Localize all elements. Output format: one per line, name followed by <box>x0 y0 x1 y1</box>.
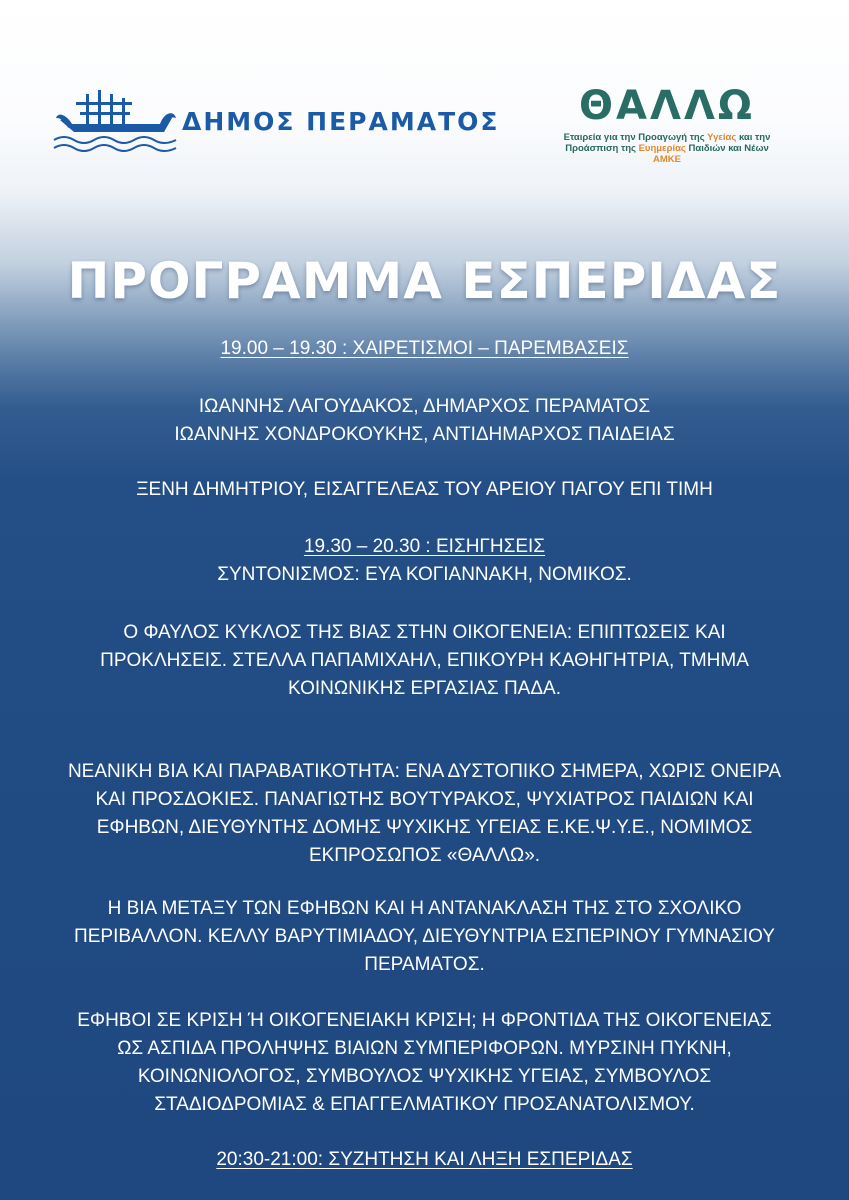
talk-4: ΕΦΗΒΟΙ ΣΕ ΚΡΙΣΗ Ή ΟΙΚΟΓΕΝΕΙΑΚΗ ΚΡΙΣΗ; Η ΦΡΟΝΤΙΔΑ ΤΗΣ ΟΙΚΟΓΕΝΕΙΑΣ ΩΣ ΑΣΠΙΔΑ ΠΡΟΛΗΨΗΣ ΒΙΑΙΩΝ ΣΥΜΠΕΡΙΦΟΡΩΝ. ΜΥΡΣΙΝΗ ΠΥΚΝΗ, ΚΟΙΝΩΝΙΟΛΟΓΟΣ, ΣΥΜΒΟΥΛΟΣ ΨΥΧΙΚΗΣ ΥΓΕΙΑΣ, ΣΥΜΒΟΥΛΟΣ ΣΤΑΔΙΟΔΡΟΜΙΑΣ & ΕΠΑΓΓΕΛΜΑΤΙΚΟΥ ΠΡΟΣΑΝΑΤΟΛΙΣΜΟΥ. <box>77 1010 772 1115</box>
thallo-tagline <box>552 132 782 165</box>
talk-3: Η ΒΙΑ ΜΕΤΑΞΥ ΤΩΝ ΕΦΗΒΩΝ ΚΑΙ Η ΑΝΤΑΝΑΚΛΑΣΗ ΤΗΣ ΣΤΟ ΣΧΟΛΙΚΟ ΠΕΡΙΒΑΛΛΟΝ. ΚΕΛΛΥ ΒΑΡΥΤΙΜΙΑΔΟΥ, ΔΙΕΥΘΥΝΤΡΙΑ ΕΣΠΕΡΙΝΟΥ ΓΥΜΝΑΣΙΟΥ ΠΕΡΑΜΑΤΟΣ. <box>74 898 775 975</box>
thallo-tagline-line1: Εταιρεία για την Προαγωγή της Υγείας και την <box>563 132 771 143</box>
thallo-wordmark: ΘΑΛΛΩ <box>579 83 755 129</box>
dimos-perama-logo <box>52 88 532 158</box>
thallo-tagline-line3: ΑΜΚΕ <box>653 154 681 165</box>
section-greetings-time: 19.00 – 19.30 : ΧΑΙΡΕΤΙΣΜΟΙ – ΠΑΡΕΜΒΑΣΕΙΣ <box>220 338 629 359</box>
ancient-ship-icon <box>52 88 180 154</box>
page-title: ΠΡΟΓΡΑΜΜΑ ΕΣΠΕΡΙΔΑΣ <box>67 252 782 310</box>
honorary-guest: ΞΕΝΗ ΔΗΜΗΤΡΙΟΥ, ΕΙΣΑΓΓΕΛΕΑΣ ΤΟΥ ΑΡΕΙΟΥ ΠΑΓΟΥ ΕΠΙ ΤΙΜΗ <box>136 479 713 500</box>
dimos-name: ΔΗΜΟΣ ΠΕΡΑΜΑΤΟΣ <box>182 107 500 136</box>
thallo-logo <box>552 84 782 174</box>
section-talks-header: 19.30 – 20.30 : ΕΙΣΗΓΗΣΕΙΣ ΣΥΝΤΟΝΙΣΜΟΣ: ΕΥΑ ΚΟΓΙΑΝΝΑΚΗ, ΝΟΜΙΚΟΣ. <box>217 536 632 585</box>
section-greetings-speakers: ΙΩΑΝΝΗΣ ΛΑΓΟΥΔΑΚΟΣ, ΔΗΜΑΡΧΟΣ ΠΕΡΑΜΑΤΟΣ ΙΩΑΝΝΗΣ ΧΟΝΔΡΟΚΟΥΚΗΣ, ΑΝΤΙΔΗΜΑΡΧΟΣ ΠΑΙΔΕΙΑΣ <box>174 396 675 445</box>
talk-2: ΝΕΑΝΙΚΗ ΒΙΑ ΚΑΙ ΠΑΡΑΒΑΤΙΚΟΤΗΤΑ: ΕΝΑ ΔΥΣΤΟΠΙΚΟ ΣΗΜΕΡΑ, ΧΩΡΙΣ ΟΝΕΙΡΑ ΚΑΙ ΠΡΟΣΔΟΚΙΕΣ. ΠΑΝΑΓΙΩΤΗΣ ΒΟΥΤΥΡΑΚΟΣ, ΨΥΧΙΑΤΡΟΣ ΠΑΙΔΙΩΝ ΚΑΙ ΕΦΗΒΩΝ, ΔΙΕΥΘΥΝΤΗΣ ΔΟΜΗΣ ΨΥΧΙΚΗΣ ΥΓΕΙΑΣ Ε.ΚΕ.Ψ.Υ.Ε., ΝΟΜΙΜΟΣ ΕΚΠΡΟΣΩΠΟΣ «ΘΑΛΛΩ». <box>67 761 782 866</box>
thallo-tagline-line2: Προάσπιση της Ευημερίας Παιδιών και Νέων <box>565 143 769 154</box>
section-discussion-time: 20:30-21:00: ΣΥΖΗΤΗΣΗ ΚΑΙ ΛΗΞΗ ΕΣΠΕΡΙΔΑΣ <box>216 1149 633 1170</box>
header <box>0 0 849 200</box>
talk-1: Ο ΦΑΥΛΟΣ ΚΥΚΛΟΣ ΤΗΣ ΒΙΑΣ ΣΤΗΝ ΟΙΚΟΓΕΝΕΙΑ: ΕΠΙΠΤΩΣΕΙΣ ΚΑΙ ΠΡΟΚΛΗΣΕΙΣ. ΣΤΕΛΛΑ ΠΑΠΑΜΙΧΑΗΛ, ΕΠΙΚΟΥΡΗ ΚΑΘΗΓΗΤΡΙΑ, ΤΜΗΜΑ ΚΟΙΝΩΝΙΚΗΣ ΕΡΓΑΣΙΑΣ ΠΑΔΑ. <box>100 622 749 699</box>
